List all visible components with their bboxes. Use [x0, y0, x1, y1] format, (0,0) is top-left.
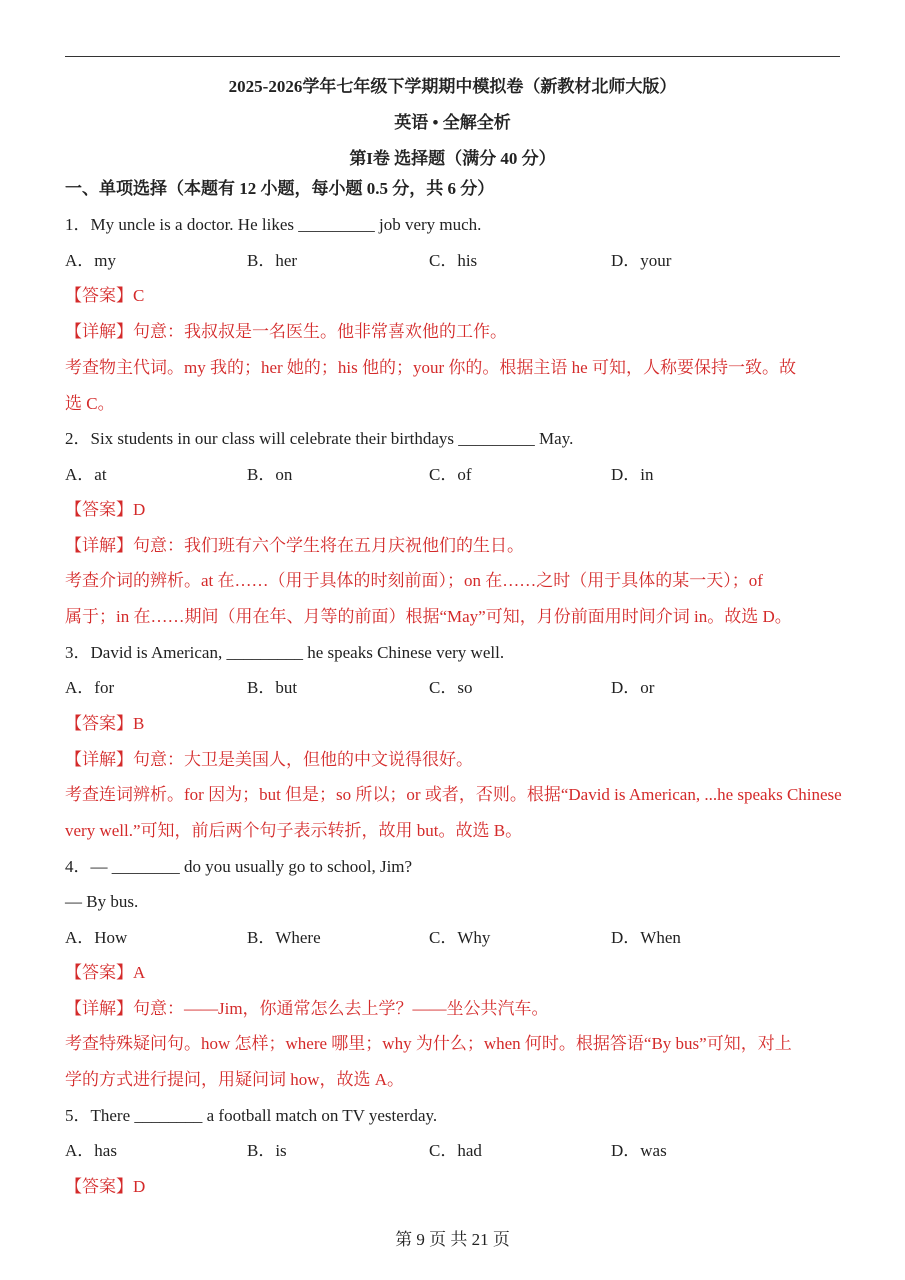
- q2-answer: 【答案】D: [65, 500, 146, 519]
- exam-subtitle: 英语 • 全解全析: [394, 113, 511, 132]
- q4-detail: 【详解】句意：——Jim，你通常怎么去上学？——坐公共汽车。: [65, 999, 549, 1018]
- q4-option-c: C．Why: [429, 928, 491, 947]
- q5-option-d: D．was: [611, 1141, 667, 1160]
- q3-option-a: A．for: [65, 678, 115, 697]
- q3-answer: 【答案】B: [65, 714, 145, 733]
- q5-answer: 【答案】D: [65, 1177, 146, 1196]
- q2-option-b: B．on: [247, 465, 293, 484]
- q4-option-a: A．How: [65, 928, 128, 947]
- exam-title: 2025-2026学年七年级下学期期中模拟卷（新教材北师大版）: [228, 77, 677, 96]
- q3-option-b: B．but: [247, 678, 298, 697]
- q4-option-d: D．When: [611, 928, 681, 947]
- q2-analysis-line-1: 考查介词的辨析。at 在……（用于具体的时刻前面）；on 在……之时（用于具体的某一天）；of: [65, 571, 763, 590]
- q4-option-b: B．Where: [247, 928, 321, 947]
- q3-detail: 【详解】句意：大卫是美国人，但他的中文说得很好。: [65, 750, 473, 769]
- q2-option-c: C．of: [429, 465, 472, 484]
- q1-detail: 【详解】句意：我叔叔是一名医生。他非常喜欢他的工作。: [65, 322, 507, 341]
- section-title: 一、单项选择（本题有 12 小题，每小题 0.5 分，共 6 分）: [65, 179, 495, 198]
- question-4-stem: 4．— ________ do you usually go to school, Jim?: [65, 857, 413, 876]
- q2-detail: 【详解】句意：我们班有六个学生将在五月庆祝他们的生日。: [65, 536, 524, 555]
- q1-option-c: C．his: [429, 251, 478, 270]
- q4-answer: 【答案】A: [65, 963, 146, 982]
- q1-answer: 【答案】C: [65, 286, 145, 305]
- q2-option-a: A．at: [65, 465, 107, 484]
- q1-analysis-line-1: 考查物主代词。my 我的；her 她的；his 他的；your 你的。根据主语 he 可知，人称要保持一致。故: [65, 358, 796, 377]
- q4-analysis-line-1: 考查特殊疑问句。how 怎样；where 哪里；why 为什么；when 何时。根据答语“By bus”可知，对上: [65, 1034, 792, 1053]
- q5-option-b: B．is: [247, 1141, 287, 1160]
- q1-option-d: D．your: [611, 251, 672, 270]
- question-2-stem: 2．Six students in our class will celebrate their birthdays _________ May.: [65, 429, 574, 448]
- part-title: 第I卷 选择题（满分 40 分）: [349, 149, 556, 168]
- question-1-stem: 1．My uncle is a doctor. He likes _________ job very much.: [65, 215, 482, 234]
- q1-analysis-line-2: 选 C。: [65, 394, 115, 413]
- page-footer: 第 9 页 共 21 页: [395, 1230, 510, 1249]
- q3-option-c: C．so: [429, 678, 473, 697]
- q1-option-a: A．my: [65, 251, 116, 270]
- q2-option-d: D．in: [611, 465, 654, 484]
- question-5-stem: 5．There ________ a football match on TV yesterday.: [65, 1106, 438, 1125]
- q3-analysis-line-1: 考查连词辨析。for 因为；but 但是；so 所以；or 或者，否则。根据“David is American, ...he speaks Chinese: [65, 785, 842, 804]
- q5-option-c: C．had: [429, 1141, 482, 1160]
- header-rule: [65, 56, 840, 57]
- q5-option-a: A．has: [65, 1141, 117, 1160]
- question-4-response: — By bus.: [65, 892, 139, 911]
- question-3-stem: 3．David is American, _________ he speaks Chinese very well.: [65, 643, 505, 662]
- q2-analysis-line-2: 属于；in 在……期间（用在年、月等的前面）根据“May”可知，月份前面用时间介词 in。故选 D。: [65, 607, 792, 626]
- q3-analysis-line-2: very well.”可知，前后两个句子表示转折，故用 but。故选 B。: [65, 821, 523, 840]
- q1-option-b: B．her: [247, 251, 298, 270]
- q3-option-d: D．or: [611, 678, 655, 697]
- q4-analysis-line-2: 学的方式进行提问，用疑问词 how，故选 A。: [65, 1070, 405, 1089]
